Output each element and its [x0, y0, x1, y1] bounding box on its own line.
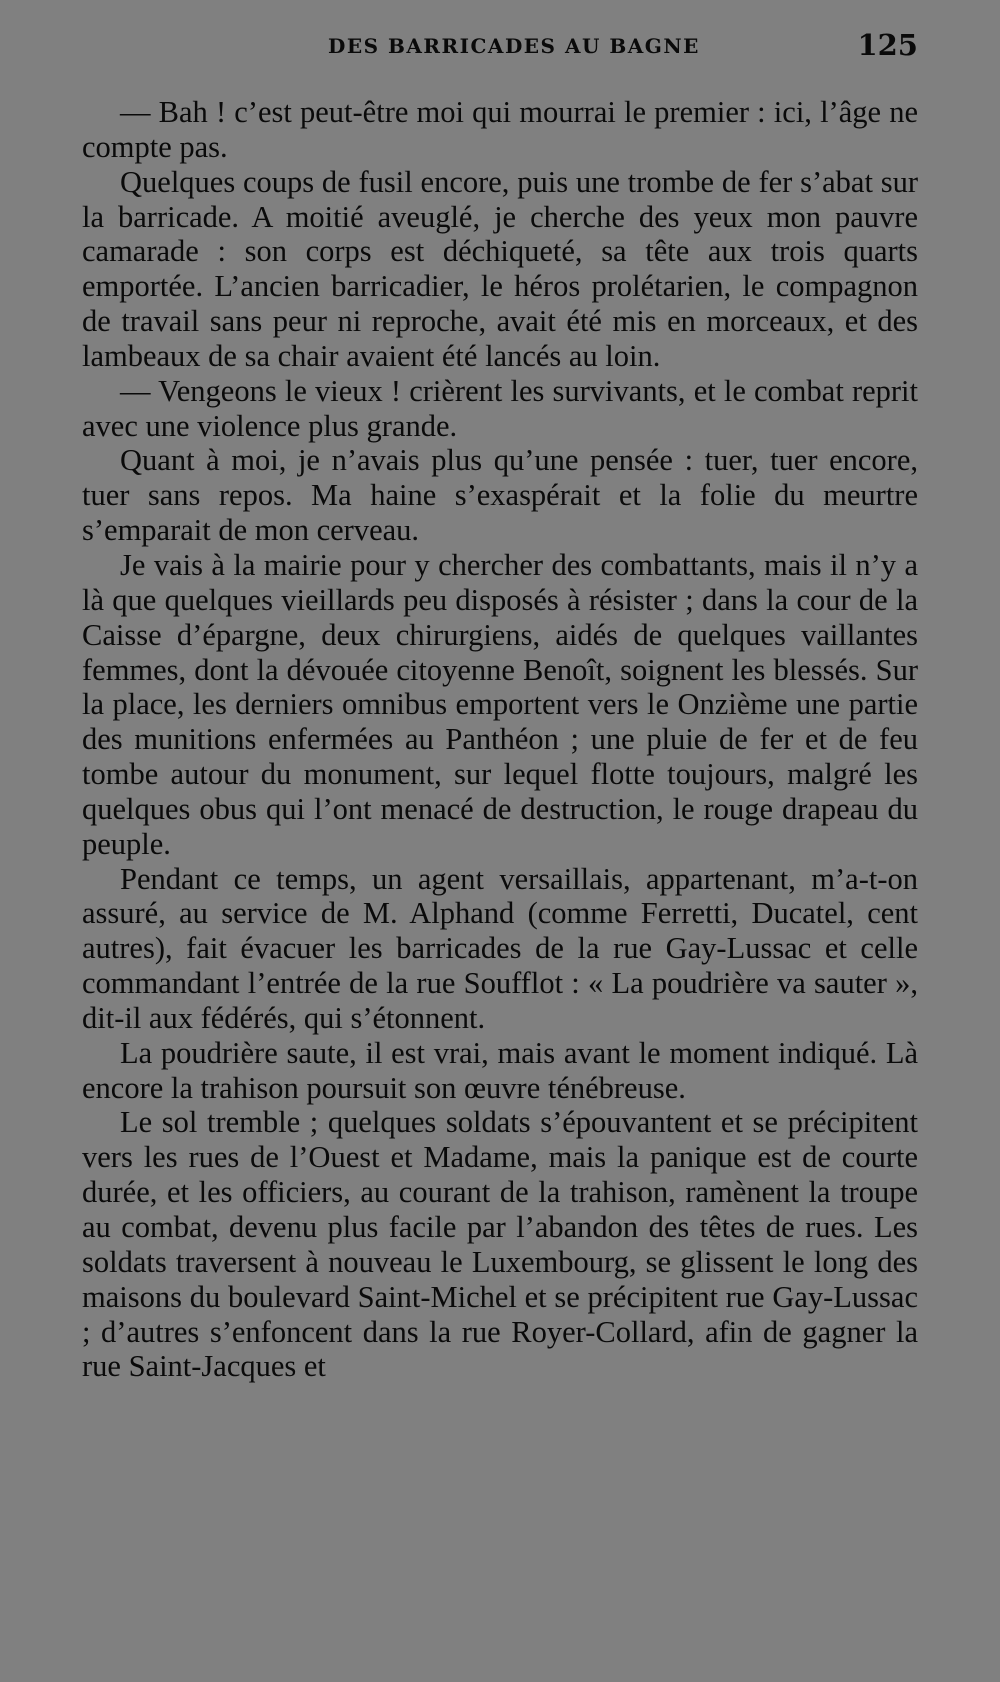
body-text [82, 95, 918, 1384]
paragraph: Je vais à la mairie pour y chercher des combattants, mais il n’y a là que quelques vieillards peu disposés à résister ; dans la cour de la Caisse d’épargne, deux chirurgiens, aidés de quelques vaillantes femmes, dont la dévouée citoyenne Benoît, soignent les blessés. Sur la place, les derniers omnibus emportent vers le Onzième une partie des munitions enfermées au Panthéon ; une pluie de fer et de feu tombe autour du monument, sur lequel flotte toujours, malgré les quelques obus qui l’ont menacé de destruction, le rouge drapeau du peuple. [82, 547, 918, 861]
paragraph: Quelques coups de fusil encore, puis une trombe de fer s’abat sur la barricade. A moitié aveuglé, je cherche des yeux mon pauvre camarade : son corps est déchiqueté, sa tête aux trois quarts emportée. L’ancien barricadier, le héros prolétarien, le compagnon de travail sans peur ni reproche, avait été mis en morceaux, et des lambeaux de sa chair avaient été lancés au loin. [82, 164, 918, 373]
paragraph: — Bah ! c’est peut-être moi qui mourrai le premier : ici, l’âge ne compte pas. [82, 95, 918, 164]
page-number: 125 [857, 28, 918, 62]
paragraph: Quant à moi, je n’avais plus qu’une pensée : tuer, tuer encore, tuer sans repos. Ma haine s’exaspérait et la folie du meurtre s’emparait de mon cerveau. [82, 443, 918, 548]
paragraph: — Vengeons le vieux ! crièrent les survivants, et le combat reprit avec une violence plus grande. [82, 373, 918, 443]
paragraph: Pendant ce temps, un agent versaillais, appartenant, m’a-t-on assuré, au service de M. Alphand (comme Ferretti, Ducatel, cent autres), fait évacuer les barricades de la rue Gay-Lussac et celle commandant l’entrée de la rue Soufflot : « La poudrière va sauter », dit-il aux fédérés, qui s’étonnent. [82, 861, 918, 1035]
running-head [0, 28, 1000, 64]
paragraph: Le sol tremble ; quelques soldats s’épouvantent et se précipitent vers les rues de l’Ouest et Madame, mais la panique est de courte durée, et les officiers, au courant de la trahison, ramènent la troupe au combat, devenu plus facile par l’abandon des têtes de rues. Les soldats traversent à nouveau le Luxembourg, se glissent le long des maisons du boulevard Saint-Michel et se précipitent rue Gay-Lussac ; d’autres s’enfoncent dans la rue Royer-Collard, afin de gagner la rue Saint-Jacques et [82, 1105, 918, 1384]
running-title: DES BARRICADES AU BAGNE [328, 34, 700, 58]
paragraph: La poudrière saute, il est vrai, mais avant le moment indiqué. Là encore la trahison poursuit son œuvre ténébreuse. [82, 1035, 918, 1105]
